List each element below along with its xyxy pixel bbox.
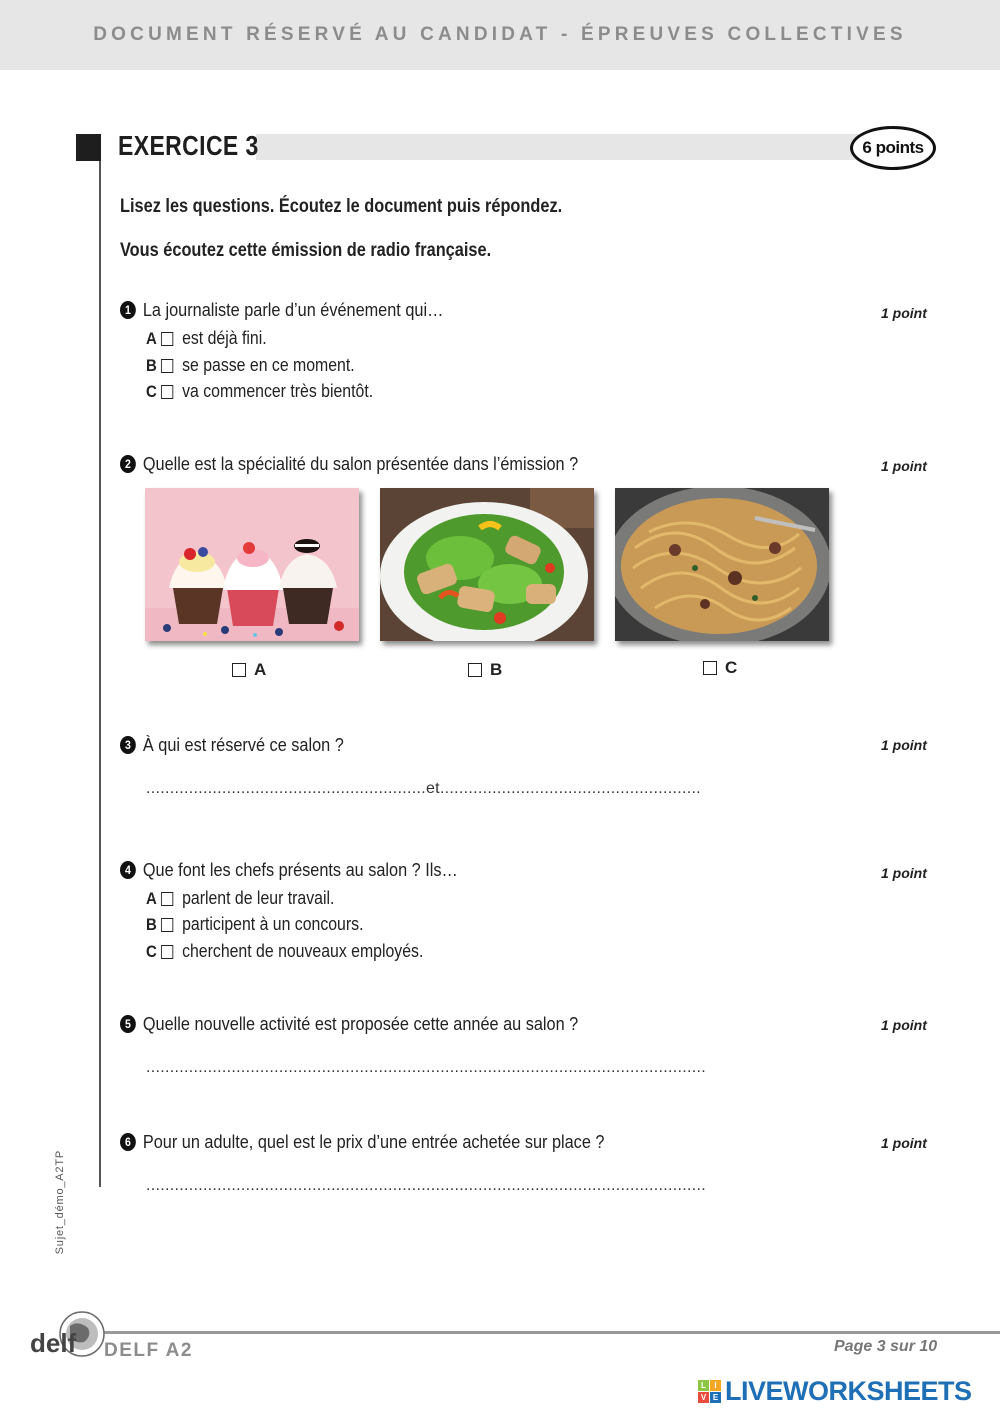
q2-image-a-choice[interactable]	[232, 660, 266, 680]
q2-image-c-choice[interactable]	[703, 658, 737, 678]
option-letter: C	[146, 381, 157, 401]
question-5-points: 1 point	[881, 1017, 927, 1033]
question-number-4: 4	[120, 861, 136, 879]
chicken-salad-photo[interactable]	[380, 488, 594, 641]
q5-answer-line[interactable]: ......................................................................................................................	[146, 1059, 706, 1076]
checkbox-q1-a[interactable]	[161, 332, 173, 346]
left-rule	[99, 160, 101, 1187]
question-4	[120, 859, 458, 881]
checkbox-q2-a[interactable]	[232, 663, 246, 677]
question-1-text: La journaliste parle d’un événement qui…	[142, 299, 444, 320]
question-2-points: 1 point	[881, 458, 927, 474]
checkbox-q4-b[interactable]	[161, 918, 173, 932]
side-code: Sujet_démo_A2TP	[54, 1150, 66, 1255]
q1-option-b[interactable]	[146, 355, 355, 376]
header-banner	[0, 0, 1000, 70]
q2-image-b-choice[interactable]	[468, 660, 502, 680]
badge-letter: I	[710, 1380, 721, 1391]
question-3-text: À qui est réservé ce salon ?	[142, 734, 344, 755]
question-number-3: 3	[120, 736, 136, 754]
q1-option-c[interactable]	[146, 381, 373, 402]
badge-letter: L	[698, 1380, 709, 1391]
instruction-line-1: Lisez les questions. Écoutez le document puis répondez.	[120, 196, 563, 217]
question-4-points: 1 point	[881, 865, 927, 881]
question-6	[120, 1131, 604, 1153]
checkbox-q4-a[interactable]	[161, 892, 173, 906]
q4-option-c[interactable]	[146, 941, 423, 962]
q3-answer-line[interactable]	[146, 780, 786, 798]
option-text: est déjà fini.	[182, 328, 267, 348]
exercise-title: EXERCICE 3	[118, 130, 259, 161]
question-1-points: 1 point	[881, 305, 927, 321]
q4-option-b[interactable]	[146, 914, 363, 935]
header-banner-text: DOCUMENT RÉSERVÉ AU CANDIDAT - ÉPREUVES COLLECTIVES	[93, 24, 907, 45]
q4-option-a[interactable]	[146, 888, 334, 909]
question-3	[120, 734, 344, 756]
q6-answer-line[interactable]: ......................................................................................................................	[146, 1177, 706, 1194]
option-letter: B	[146, 355, 157, 375]
option-text: cherchent de nouveaux employés.	[182, 941, 424, 961]
question-2-text: Quelle est la spécialité du salon présentée dans l’émission ?	[142, 453, 579, 474]
option-letter: A	[146, 328, 157, 348]
q1-option-a[interactable]	[146, 328, 267, 349]
footer-exam-label: DELF A2	[104, 1340, 193, 1361]
exercise-marker	[76, 134, 101, 161]
liveworksheets-text: LIVEWORKSHEETS	[725, 1376, 972, 1406]
checkbox-q2-b[interactable]	[468, 663, 482, 677]
question-1	[120, 299, 443, 321]
question-3-points: 1 point	[881, 737, 927, 753]
option-text: se passe en ce moment.	[182, 355, 355, 375]
option-letter: A	[146, 888, 157, 908]
cupcakes-photo[interactable]	[145, 488, 359, 641]
image-letter: C	[725, 658, 738, 677]
question-2	[120, 453, 578, 475]
question-number-6: 6	[120, 1133, 136, 1151]
question-4-text: Que font les chefs présents au salon ? Ils…	[142, 859, 458, 880]
checkbox-q2-c[interactable]	[703, 661, 717, 675]
image-letter: B	[490, 660, 503, 679]
instruction-line-2: Vous écoutez cette émission de radio française.	[120, 240, 492, 261]
q3-answer-left: ...........................................................	[146, 780, 426, 797]
option-text: parlent de leur travail.	[182, 888, 335, 908]
exercise-points-badge: 6 points	[850, 126, 936, 170]
question-number-5: 5	[120, 1015, 136, 1033]
spaghetti-photo[interactable]	[615, 488, 829, 641]
option-letter: C	[146, 941, 157, 961]
q3-answer-right: .......................................................	[439, 780, 701, 797]
option-text: va commencer très bientôt.	[182, 381, 374, 401]
option-text: participent à un concours.	[182, 914, 364, 934]
q3-answer-mid: et	[425, 780, 440, 797]
exercise-title-bar	[256, 134, 916, 160]
delf-logo-text: delf	[30, 1328, 77, 1358]
checkbox-q1-b[interactable]	[161, 359, 173, 373]
question-6-points: 1 point	[881, 1135, 927, 1151]
question-5-text: Quelle nouvelle activité est proposée cette année au salon ?	[142, 1013, 579, 1034]
liveworksheets-watermark	[698, 1376, 972, 1407]
question-number-2: 2	[120, 455, 136, 473]
question-5	[120, 1013, 578, 1035]
question-number-1: 1	[120, 301, 136, 319]
liveworksheets-badge-icon	[698, 1380, 721, 1403]
question-6-text: Pour un adulte, quel est le prix d’une entrée achetée sur place ?	[142, 1131, 605, 1152]
checkbox-q4-c[interactable]	[161, 945, 173, 959]
image-letter: A	[254, 660, 267, 679]
option-letter: B	[146, 914, 157, 934]
page-number: Page 3 sur 10	[834, 1338, 938, 1355]
footer-rule	[104, 1331, 1000, 1334]
delf-logo	[30, 1308, 105, 1363]
badge-letter: E	[710, 1392, 721, 1403]
checkbox-q1-c[interactable]	[161, 385, 173, 399]
badge-letter: V	[698, 1392, 709, 1403]
